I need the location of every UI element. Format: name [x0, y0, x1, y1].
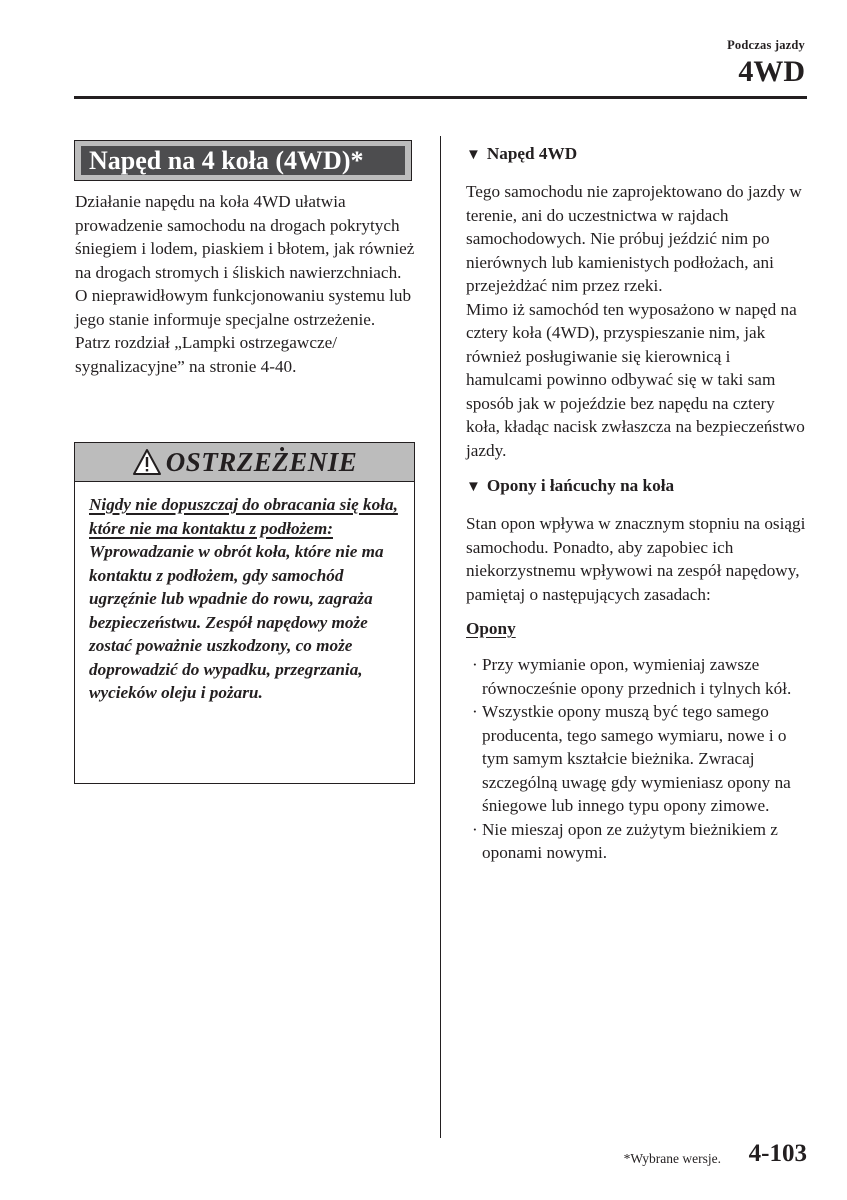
body-paragraph: Tego samochodu nie zaprojektowano do jazdy w terenie, ani do uczestnictwa w rajdach samochodowych. Nie próbuj jeździć nim po nierównych lub kamienistych podłożach, ani przejeżdżać nim przez rzeki.: [466, 182, 802, 295]
chapter-title: 4WD: [738, 55, 805, 88]
warning-header: [75, 443, 414, 482]
warning-triangle-icon: [132, 448, 162, 476]
body-paragraph: Stan opon wpływa w znacznym stopniu na osiągi samochodu. Ponadto, aby zapobiec ich niekorzystnemu wpływowi na zespół napędowy, pamiętaj o następujących zasadach:: [466, 514, 806, 604]
warning-title: OSTRZEŻENIE: [165, 446, 358, 477]
intro-paragraph: O nieprawidłowym funkcjonowaniu systemu lub jego stanie informuje specjalne ostrzeżenie.: [75, 286, 412, 329]
bullet-list: [466, 653, 811, 865]
triangle-marker-icon: ▼: [466, 147, 481, 163]
footnote: *Wybrane wersje.: [623, 1151, 721, 1166]
subheading-tires: ▼ Opony i łańcuchy na koła: [466, 476, 675, 495]
body-paragraph: Mimo iż samochód ten wyposażono w napęd na cztery koła (4WD), przyspieszanie nim, jak również posługiwanie się kierownicą i hamulcami powinno odbywać się w taki sam sposób jak w pojeździe bez napędu na cztery koła, kładąc nacisk zwłaszcza na bezpieczeństwo jazdy.: [466, 299, 805, 460]
warning-box: [74, 442, 415, 784]
section-title: Napęd na 4 koła (4WD)*: [81, 146, 405, 175]
list-item: · Wszystkie opony muszą być tego samego producenta, tego samego wymiaru, nowe i o tym samym kształcie bieżnika. Zwracaj szczególną uwagę gdy wymieniasz opony na śniegowe lub innego typu opony zimowe.: [472, 702, 791, 815]
column-divider: [440, 136, 441, 1138]
warning-text: Wprowadzanie w obrót koła, które nie ma kontaktu z podłożem, gdy samochód ugrzęźnie lub wpadnie do rowu, zagraża bezpieczeństwu. Zespół napędowy może zostać poważnie uszkodzony, co może doprowadzić do wypadku, przegrzania, wycieków oleju i pożaru.: [89, 542, 384, 702]
intro-paragraph: Działanie napędu na koła 4WD ułatwia prowadzenie samochodu na drogach pokrytych śniegiem i lodem, piaskiem i błotem, jak również na drogach stromych i śliskich nawierzchniach.: [75, 192, 415, 282]
section-label: Podczas jazdy: [727, 38, 805, 52]
intro-text: [75, 190, 415, 378]
page-number: 4-103: [748, 1140, 807, 1167]
subheading-4wd: ▼ Napęd 4WD: [466, 144, 578, 163]
intro-paragraph: Patrz rozdział „Lampki ostrzegawcze/ sygnalizacyjne” na stronie 4-40.: [75, 333, 337, 376]
list-item: · Przy wymianie opon, wymieniaj zawsze równocześnie opony przednich i tylnych kół.: [472, 655, 792, 698]
right-column: [466, 142, 811, 865]
subheading-opony: Opony: [466, 619, 516, 638]
triangle-marker-icon: ▼: [466, 479, 481, 495]
warning-lead: Nigdy nie dopuszczaj do obracania się koła, które nie ma kontaktu z podłożem:: [89, 495, 398, 538]
warning-body: [89, 493, 404, 705]
section-title-box: [74, 140, 412, 181]
list-item: · Nie mieszaj opon ze zużytym bieżnikiem z oponami nowymi.: [472, 819, 778, 862]
header-rule: [74, 96, 807, 99]
